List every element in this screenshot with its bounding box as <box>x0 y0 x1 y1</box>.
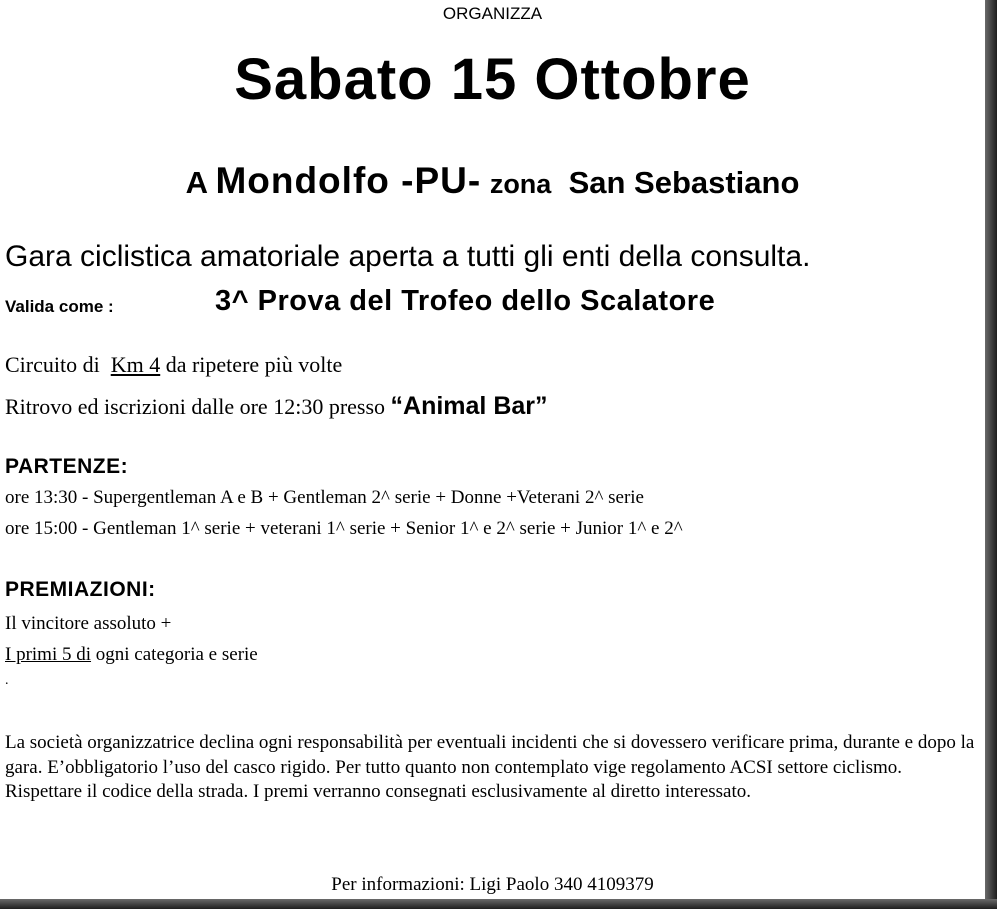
meeting-venue: “Animal Bar” <box>390 392 548 420</box>
race-description: Gara ciclistica amatoriale aperta a tutti gli enti della consulta. <box>5 240 811 273</box>
location-town: Mondolfo -PU- <box>215 160 482 201</box>
award-line: Il vincitore assoluto + <box>5 613 172 634</box>
circuit-prefix: Circuito di <box>5 352 100 377</box>
valida-label: Valida come : <box>5 297 114 316</box>
trophy-round: 3^ Prova del Trofeo dello Scalatore <box>215 285 716 317</box>
award-categories: ogni categoria e serie <box>91 644 258 665</box>
circuit-distance: Km 4 <box>110 352 161 377</box>
award-top5: I primi 5 di <box>5 644 92 665</box>
stray-dot: . <box>5 673 9 688</box>
location-area: San Sebastiano <box>568 165 800 200</box>
start-schedule-row: ore 13:30 - Supergentleman A e B + Gentleman 2^ serie + Donne +Veterani 2^ serie <box>5 487 644 508</box>
page-shadow-bottom <box>0 899 997 909</box>
circuit-info <box>5 352 342 378</box>
meeting-info <box>5 392 548 421</box>
event-location <box>0 160 985 202</box>
start-schedule-row: ore 15:00 - Gentleman 1^ serie + veterani 1^ serie + Senior 1^ e 2^ serie + Junior 1^ e 2^ <box>5 518 683 539</box>
location-prefix: A <box>185 165 207 200</box>
award-line <box>5 644 258 666</box>
organizer-label: ORGANIZZA <box>442 4 543 23</box>
meeting-text: Ritrovo ed iscrizioni dalle ore 12:30 presso <box>5 394 386 419</box>
partenze-heading: PARTENZE: <box>5 455 129 478</box>
event-date-title: Sabato 15 Ottobre <box>234 47 751 112</box>
contact-info: Per informazioni: Ligi Paolo 340 4109379 <box>331 874 654 895</box>
page-shadow-right <box>985 0 997 909</box>
premiazioni-heading: PREMIAZIONI: <box>5 578 156 601</box>
location-zona: zona <box>489 169 552 199</box>
disclaimer-paragraph: La società organizzatrice declina ogni responsabilità per eventuali incidenti che si dovessero verificare prima, durante e dopo la gara. E’obbligatorio l’uso del casco rigido. Per tutto quanto non contemplato vige regolamento ACSI settore ciclismo. Rispettare il codice della strada. I premi verranno consegnati esclusivamente al diretto interessato. <box>5 732 975 802</box>
circuit-suffix: da ripetere più volte <box>165 352 343 377</box>
